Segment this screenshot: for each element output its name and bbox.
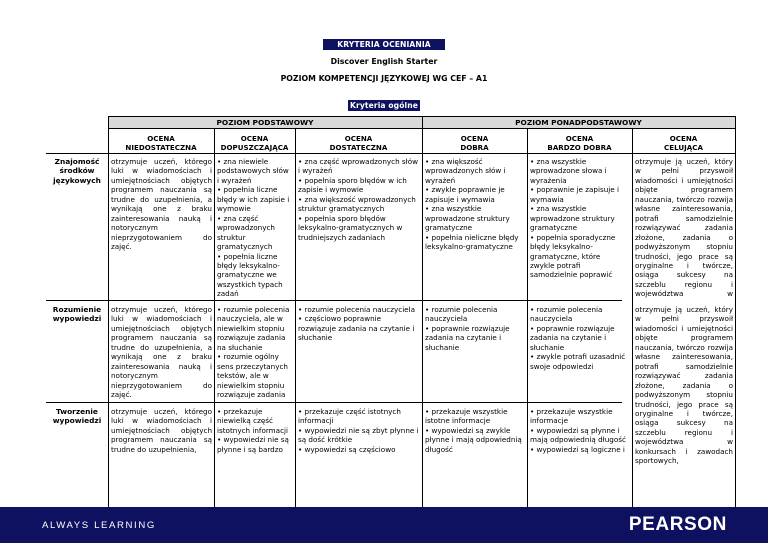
grid-line: [422, 116, 423, 507]
footer-bar: [0, 507, 768, 543]
footer-tagline: ALWAYS LEARNING: [42, 520, 156, 531]
grade-header-5: OCENA BARDZO DOBRA: [547, 134, 612, 153]
grid-line: [46, 300, 622, 301]
grade-header-2: OCENA DOPUSZCZAJĄCA: [220, 134, 289, 153]
cell-r3-dopuszczajaca: • przekazuje niewielką część istotnych informacji • wypowiedzi nie są płynne i są bardzo: [217, 407, 289, 454]
row-label-production: Tworzenie wypowiedzi: [52, 407, 102, 426]
level-advanced: POZIOM PONADPODSTAWOWY: [515, 118, 642, 127]
cell-r1-dostateczna: • zna część wprowadzonych słów i wyrażeń • popełnia sporo błędów w ich zapisie i wymowie • zna większość wprowadzonych struktur gramatycznych • popełnia sporo błędów leksykalno-gramatycznych w trudniejszych zadaniach: [298, 157, 418, 242]
grade-header-1: OCENA NIEDOSTATECZNA: [125, 134, 197, 153]
cell-r2-celujaca: otrzymuje ją uczeń, który w pełni przyswoił wiadomości i umiejętności objęte programem nauczania, twórczo rozwija własne zainteresowania, potrafi samodzielnie rozwiązywać zadania złożone, zadania o podwyższonym stopniu trudności, jego prace są oryginalne i twórcze, osiąga sukcesy na szczeblu regionu i województwa w konkursach i zawodach sportowych,: [635, 305, 733, 466]
cell-r1-dobra: • zna większość wprowadzonych słów i wyrażeń • zwykle poprawnie je zapisuje i wymawia • zna wszystkie wprowadzone struktury gramatyczne • popełnia nieliczne błędy leksykalno-gramatyczne: [425, 157, 519, 252]
cell-r1-celujaca: otrzymuje ją uczeń, który w pełni przyswoił wiadomości i umiejętności objęte programem nauczania, twórczo rozwija własne zainteresowania, potrafi samodzielnie rozwiązywać zadania złożone, zadania o podwyższonym stopniu trudności, jego prace są oryginalne i twórcze, osiąga sukcesy na szczeblu regionu i województwa w: [635, 157, 733, 298]
cell-r1-niedostateczna: otrzymuje uczeń, którego luki w wiadomościach i umiejętnościach objętych programem nauczania są trudne do uzupełnienia, a wynikają one z braku zainteresowania nauką i notorycznym nieprzygotowaniem do zajęć.: [111, 157, 212, 252]
cell-r3-niedostateczna: otrzymuje uczeń, którego luki w wiadomościach i umiejętnościach objętych programem nauczania są trudne do uzupełnienia,: [111, 407, 212, 454]
grid-line: [214, 128, 215, 507]
cell-r2-dostateczna: • rozumie polecenia nauczyciela • częściowo poprawnie rozwiązuje zadania na czytanie i słuchanie: [298, 305, 416, 343]
cell-r2-dopuszczajaca: • rozumie polecenia nauczyciela, ale w niewielkim stopniu rozwiązuje zadania na słuchanie • rozumie ogólny sens przeczytanych tekstów, ale w niewielkim stopniu rozwiązuje zadania: [217, 305, 290, 400]
cell-r3-dostateczna: • przekazuje część istotnych informacji • wypowiedzi nie są zbyt płynne i są dość krótkie • wypowiedzi są częściowo: [298, 407, 419, 454]
cell-r2-niedostateczna: otrzymuje uczeń, którego luki w wiadomościach i umiejętnościach objętych programem nauczania są trudne do uzupełnienia, a wynikają one z braku zainteresowania nauką i notorycznym nieprzygotowaniem do zajęć.: [111, 305, 212, 400]
row-label-comprehension: Rozumienie wypowiedzi: [52, 305, 102, 324]
grade-header-3: OCENA DOSTATECZNA: [329, 134, 388, 153]
grid-line: [108, 116, 109, 507]
grid-line: [735, 116, 736, 507]
row-label-language-means: Znajomość środków językowych: [53, 157, 101, 185]
cell-r3-bardzo-dobra: • przekazuje wszystkie informacje • wypowiedzi są płynne i mają odpowiednią długość • wypowiedzi są logiczne i: [530, 407, 626, 454]
competence-level: POZIOM KOMPETENCJI JĘZYKOWEJ WG CEF – A1: [280, 74, 488, 83]
cell-r2-dobra: • rozumie polecenia nauczyciela • poprawnie rozwiązuje zadania na czytanie i słuchanie: [425, 305, 510, 352]
cell-r2-bardzo-dobra: • rozumie polecenia nauczyciela • poprawnie rozwiązuje zadania na czytanie i słuchanie • zwykle potrafi uzasadnić swoje odpowiedzi: [530, 305, 626, 371]
document-title: KRYTERIA OCENIANIA: [323, 39, 445, 50]
section-title: Kryteria ogólne: [349, 101, 418, 110]
grid-line: [632, 128, 633, 507]
grid-line: [46, 402, 622, 403]
grid-line: [527, 128, 528, 507]
level-basic: POZIOM PODSTAWOWY: [216, 118, 314, 127]
grid-line: [295, 128, 296, 507]
grade-header-4: OCENA DOBRA: [460, 134, 489, 153]
cell-r3-dobra: • przekazuje wszystkie istotne informacje • wypowiedzi są zwykle płynne i mają odpowiednią długość: [425, 407, 522, 454]
pearson-logo: PEARSON: [628, 514, 727, 535]
grade-header-6: OCENA CELUJĄCA: [664, 134, 703, 153]
cell-r1-dopuszczajaca: • zna niewiele podstawowych słów i wyrażeń • popełnia liczne błędy w ich zapisie i wymowie • zna część wprowadzonych struktur gramatycznych • popełnia liczne błędy leksykalno- gramatyczne we wszystkich typach zadań: [217, 157, 290, 298]
document-subtitle: Discover English Starter: [330, 57, 438, 66]
cell-r1-bardzo-dobra: • zna wszystkie wprowadzone słowa i wyrażenia • poprawnie je zapisuje i wymawia • zna wszystkie wprowadzone struktury gramatyczne • popełnia sporadyczne błędy leksykalno- gramatyczne, które zwykle potrafi samodzielnie poprawić: [530, 157, 619, 280]
